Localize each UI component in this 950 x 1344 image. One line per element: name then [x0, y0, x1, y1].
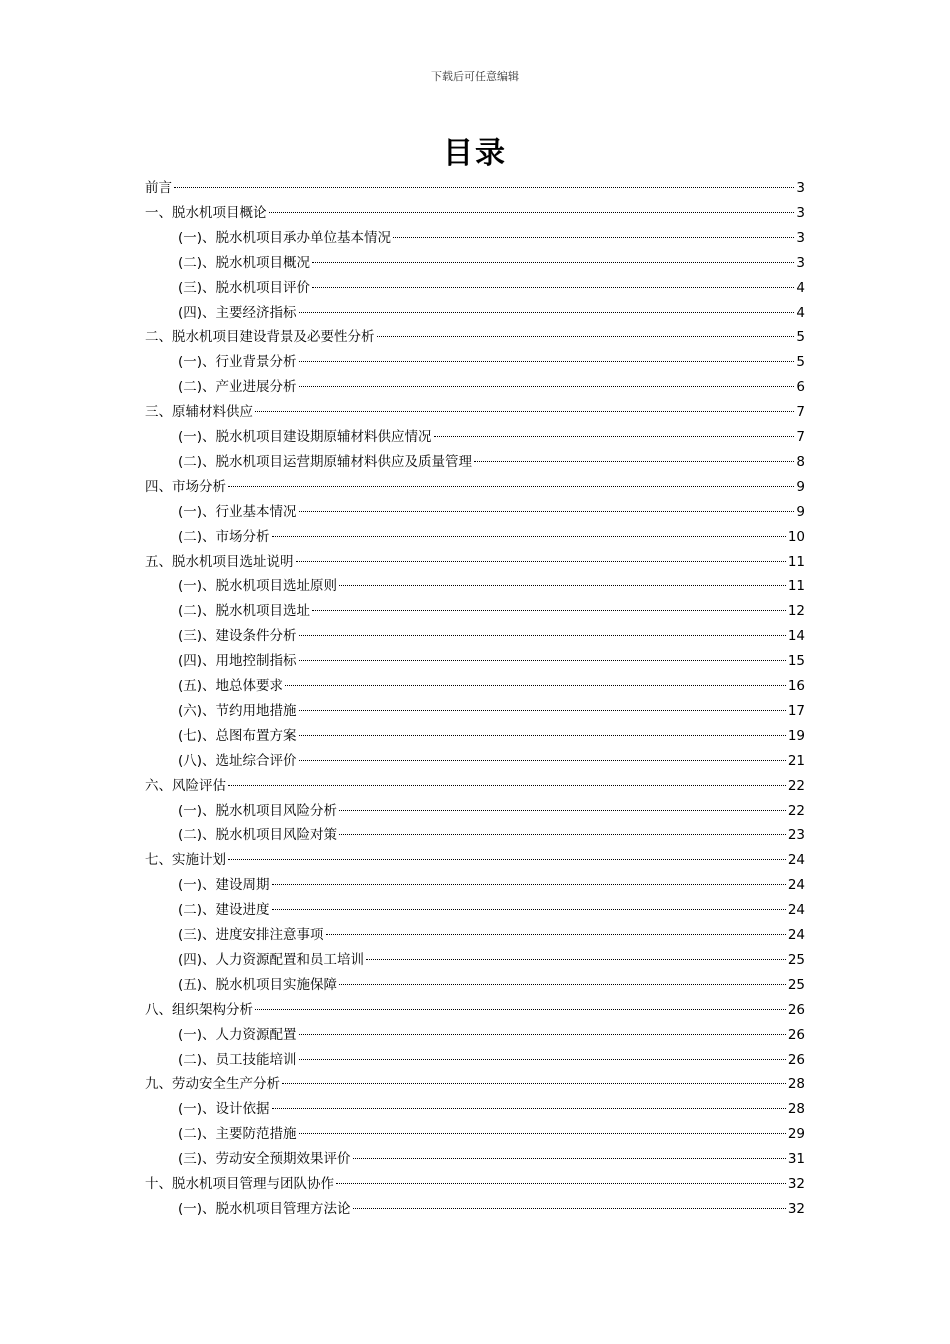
toc-entry[interactable]	[178, 276, 805, 301]
toc-entry[interactable]	[178, 724, 805, 749]
toc-dot-leader	[299, 710, 786, 711]
toc-entry-page-number: 24	[787, 927, 805, 943]
toc-entry[interactable]	[145, 1172, 805, 1197]
toc-entry-label: (一)、脱水机项目承办单位基本情况	[178, 229, 392, 246]
toc-entry-label: 四、市场分析	[145, 478, 226, 495]
toc-entry-page-number: 19	[787, 727, 805, 744]
toc-entry[interactable]	[178, 1023, 805, 1048]
toc-dot-leader	[299, 361, 795, 362]
toc-entry-page-number: 5	[796, 354, 805, 371]
toc-dot-leader	[299, 312, 795, 313]
toc-entry-label: (五)、地总体要求	[178, 678, 284, 694]
toc-entry-page-number: 29	[787, 1126, 805, 1143]
toc-entry-label: (一)、脱水机项目风险分析	[178, 802, 338, 819]
toc-entry-label: 三、原辅材料供应	[145, 404, 253, 421]
toc-entry-page-number: 9	[796, 503, 805, 520]
toc-entry-page-number: 4	[796, 279, 805, 296]
toc-entry-label: (一)、行业基本情况	[178, 503, 297, 520]
toc-entry-label: (一)、脱水机项目建设期原辅材料供应情况	[178, 429, 432, 445]
toc-entry-page-number: 7	[796, 429, 805, 445]
toc-entry-page-number: 31	[787, 1151, 805, 1168]
toc-dot-leader	[299, 635, 786, 636]
toc-entry-page-number: 14	[787, 628, 805, 645]
page-header: 下载后可任意编辑	[431, 70, 519, 83]
toc-entry-label: (一)、设计依据	[178, 1101, 270, 1118]
toc-entry-page-number: 22	[787, 777, 805, 794]
toc-entry[interactable]	[178, 525, 805, 550]
toc-entry[interactable]	[178, 574, 805, 599]
toc-entry-label: (二)、脱水机项目概况	[178, 254, 311, 271]
toc-entry[interactable]	[145, 325, 805, 350]
toc-entry-page-number: 17	[787, 702, 805, 719]
toc-dot-leader	[285, 685, 786, 686]
toc-dot-leader	[366, 959, 786, 960]
toc-dot-leader	[299, 760, 786, 761]
toc-entry-label: 二、脱水机项目建设背景及必要性分析	[145, 329, 375, 346]
toc-entry-page-number: 32	[787, 1176, 805, 1192]
toc-entry-label: (一)、脱水机项目管理方法论	[178, 1200, 351, 1217]
toc-entry-page-number: 11	[787, 578, 805, 595]
toc-entry-page-number: 5	[796, 329, 805, 346]
toc-entry-label: (二)、脱水机项目风险对策	[178, 827, 338, 844]
toc-entry-label: 七、实施计划	[145, 852, 226, 869]
toc-dot-leader	[312, 610, 786, 611]
toc-entry-page-number: 3	[796, 229, 805, 246]
toc-entry-page-number: 3	[796, 180, 805, 196]
toc-entry[interactable]	[178, 1147, 805, 1172]
toc-entry-page-number: 9	[796, 478, 805, 495]
toc-entry[interactable]	[178, 425, 805, 450]
toc-entry-label: (二)、市场分析	[178, 528, 270, 545]
toc-entry-page-number: 3	[796, 254, 805, 271]
toc-entry-label: 九、劳动安全生产分析	[145, 1076, 280, 1093]
toc-entry-label: (三)、脱水机项目评价	[178, 279, 311, 296]
toc-entry[interactable]	[145, 400, 805, 425]
toc-entry-page-number: 23	[787, 827, 805, 844]
toc-entry[interactable]	[145, 550, 805, 575]
toc-entry-page-number: 12	[787, 603, 805, 620]
toc-entry-label: 六、风险评估	[145, 777, 226, 794]
toc-entry[interactable]	[178, 500, 805, 525]
toc-dot-leader	[272, 1108, 786, 1109]
toc-entry[interactable]	[178, 674, 805, 699]
toc-entry-page-number: 8	[796, 453, 805, 470]
toc-dot-leader	[299, 386, 795, 387]
toc-entry-page-number: 26	[787, 1001, 805, 1018]
toc-dot-leader	[339, 834, 786, 835]
toc-entry-label: (二)、脱水机项目选址	[178, 603, 311, 620]
toc-entry-page-number: 32	[787, 1200, 805, 1217]
toc-dot-leader	[474, 461, 794, 462]
toc-entry-label: (二)、产业进展分析	[178, 379, 297, 396]
toc-dot-leader	[296, 561, 786, 562]
toc-entry-label: (二)、员工技能培训	[178, 1051, 297, 1068]
toc-dot-leader	[299, 1133, 786, 1134]
toc-dot-leader	[339, 984, 786, 985]
toc-dot-leader	[339, 585, 786, 586]
toc-entry[interactable]	[178, 375, 805, 400]
toc-entry-label: (二)、脱水机项目运营期原辅材料供应及质量管理	[178, 453, 473, 470]
toc-entry[interactable]	[178, 301, 805, 326]
toc-entry-label: (二)、主要防范措施	[178, 1126, 297, 1143]
toc-entry-page-number: 24	[787, 877, 805, 894]
toc-entry[interactable]	[178, 973, 805, 998]
toc-entry-label: 五、脱水机项目选址说明	[145, 553, 294, 570]
toc-entry[interactable]	[178, 624, 805, 649]
toc-entry-label: (四)、用地控制指标	[178, 653, 297, 670]
toc-dot-leader	[272, 884, 786, 885]
toc-dot-leader	[269, 212, 795, 213]
toc-entry[interactable]	[145, 1072, 805, 1097]
toc-entry[interactable]	[178, 1048, 805, 1073]
toc-dot-leader	[255, 411, 794, 412]
toc-entry-page-number: 24	[787, 852, 805, 869]
toc-dot-leader	[393, 237, 794, 238]
toc-entry[interactable]	[178, 823, 805, 848]
toc-entry[interactable]	[178, 799, 805, 824]
toc-entry[interactable]	[178, 749, 805, 774]
toc-entry-label: 前言	[145, 180, 172, 196]
toc-entry-label: (四)、人力资源配置和员工培训	[178, 951, 365, 968]
toc-entry[interactable]	[145, 475, 805, 500]
toc-entry-page-number: 25	[787, 951, 805, 968]
toc-entry-page-number: 24	[787, 902, 805, 919]
toc-dot-leader	[299, 735, 786, 736]
toc-entry-page-number: 26	[787, 1026, 805, 1043]
toc-entry-page-number: 22	[787, 802, 805, 819]
toc-dot-leader	[282, 1083, 786, 1084]
toc-entry-label: 十、脱水机项目管理与团队协作	[145, 1176, 334, 1192]
toc-dot-leader	[272, 909, 786, 910]
toc-dot-leader	[353, 1158, 786, 1159]
toc-dot-leader	[434, 436, 795, 437]
toc-dot-leader	[312, 262, 794, 263]
toc-entry-page-number: 15	[787, 653, 805, 670]
toc-dot-leader	[299, 511, 795, 512]
toc-entry[interactable]	[178, 649, 805, 674]
toc-entry-page-number: 28	[787, 1076, 805, 1093]
toc-dot-leader	[272, 536, 786, 537]
toc-entry[interactable]	[178, 1197, 805, 1222]
toc-dot-leader	[299, 1034, 786, 1035]
toc-entry[interactable]	[178, 948, 805, 973]
toc-dot-leader	[299, 660, 786, 661]
toc-entry-label: (一)、人力资源配置	[178, 1026, 297, 1043]
toc-entry[interactable]	[178, 923, 805, 948]
toc-entry-label: (一)、脱水机项目选址原则	[178, 578, 338, 595]
toc-entry-page-number: 10	[787, 528, 805, 545]
toc-dot-leader	[312, 287, 794, 288]
toc-entry-label: (三)、劳动安全预期效果评价	[178, 1151, 351, 1168]
toc-entry-page-number: 16	[787, 678, 805, 694]
toc-entry[interactable]	[178, 898, 805, 923]
toc-entry-page-number: 21	[787, 752, 805, 769]
toc-entry[interactable]	[178, 599, 805, 624]
toc-entry-page-number: 7	[796, 404, 805, 421]
toc-entry-label: 一、脱水机项目概论	[145, 204, 267, 221]
toc-entry[interactable]	[178, 1122, 805, 1147]
toc-dot-leader	[326, 934, 786, 935]
toc-entry-label: (六)、节约用地措施	[178, 702, 297, 719]
toc-dot-leader	[228, 486, 794, 487]
toc-entry-label: (三)、进度安排注意事项	[178, 927, 324, 943]
toc-entry[interactable]	[145, 848, 805, 873]
toc-entry[interactable]	[178, 350, 805, 375]
toc-entry-label: (一)、建设周期	[178, 877, 270, 894]
toc-entry[interactable]	[178, 226, 805, 251]
toc-dot-leader	[228, 859, 786, 860]
toc-dot-leader	[174, 187, 794, 188]
toc-entry-label: (三)、建设条件分析	[178, 628, 297, 645]
toc-entry-page-number: 4	[796, 304, 805, 321]
toc-entry-label: (二)、建设进度	[178, 902, 270, 919]
toc-entry[interactable]	[178, 251, 805, 276]
toc-entry-label: (八)、选址综合评价	[178, 752, 297, 769]
toc-dot-leader	[255, 1009, 786, 1010]
toc-entry[interactable]	[145, 201, 805, 226]
toc-entry[interactable]	[145, 998, 805, 1023]
toc-entry[interactable]	[145, 774, 805, 799]
toc-entry-label: 八、组织架构分析	[145, 1001, 253, 1018]
page-title: 目录	[443, 136, 507, 171]
toc-dot-leader	[377, 336, 795, 337]
toc-entry[interactable]	[178, 450, 805, 475]
toc-entry-label: (七)、总图布置方案	[178, 727, 297, 744]
toc-entry-label: (五)、脱水机项目实施保障	[178, 976, 338, 993]
toc-entry[interactable]	[178, 699, 805, 724]
toc-entry-label: (四)、主要经济指标	[178, 304, 297, 321]
toc-entry-page-number: 6	[796, 379, 805, 396]
toc-dot-leader	[339, 810, 786, 811]
toc-dot-leader	[228, 785, 786, 786]
toc-entry-label: (一)、行业背景分析	[178, 354, 297, 371]
toc-entry-page-number: 26	[787, 1051, 805, 1068]
toc-entry-page-number: 28	[787, 1101, 805, 1118]
toc-entry[interactable]	[145, 176, 805, 201]
toc-dot-leader	[299, 1059, 786, 1060]
toc-dot-leader	[336, 1183, 786, 1184]
toc-entry-page-number: 11	[787, 553, 805, 570]
toc-dot-leader	[353, 1208, 786, 1209]
toc-entry-page-number: 25	[787, 976, 805, 993]
toc-entry[interactable]	[178, 1097, 805, 1122]
toc-entry[interactable]	[178, 873, 805, 898]
toc-entry-page-number: 3	[796, 204, 805, 221]
